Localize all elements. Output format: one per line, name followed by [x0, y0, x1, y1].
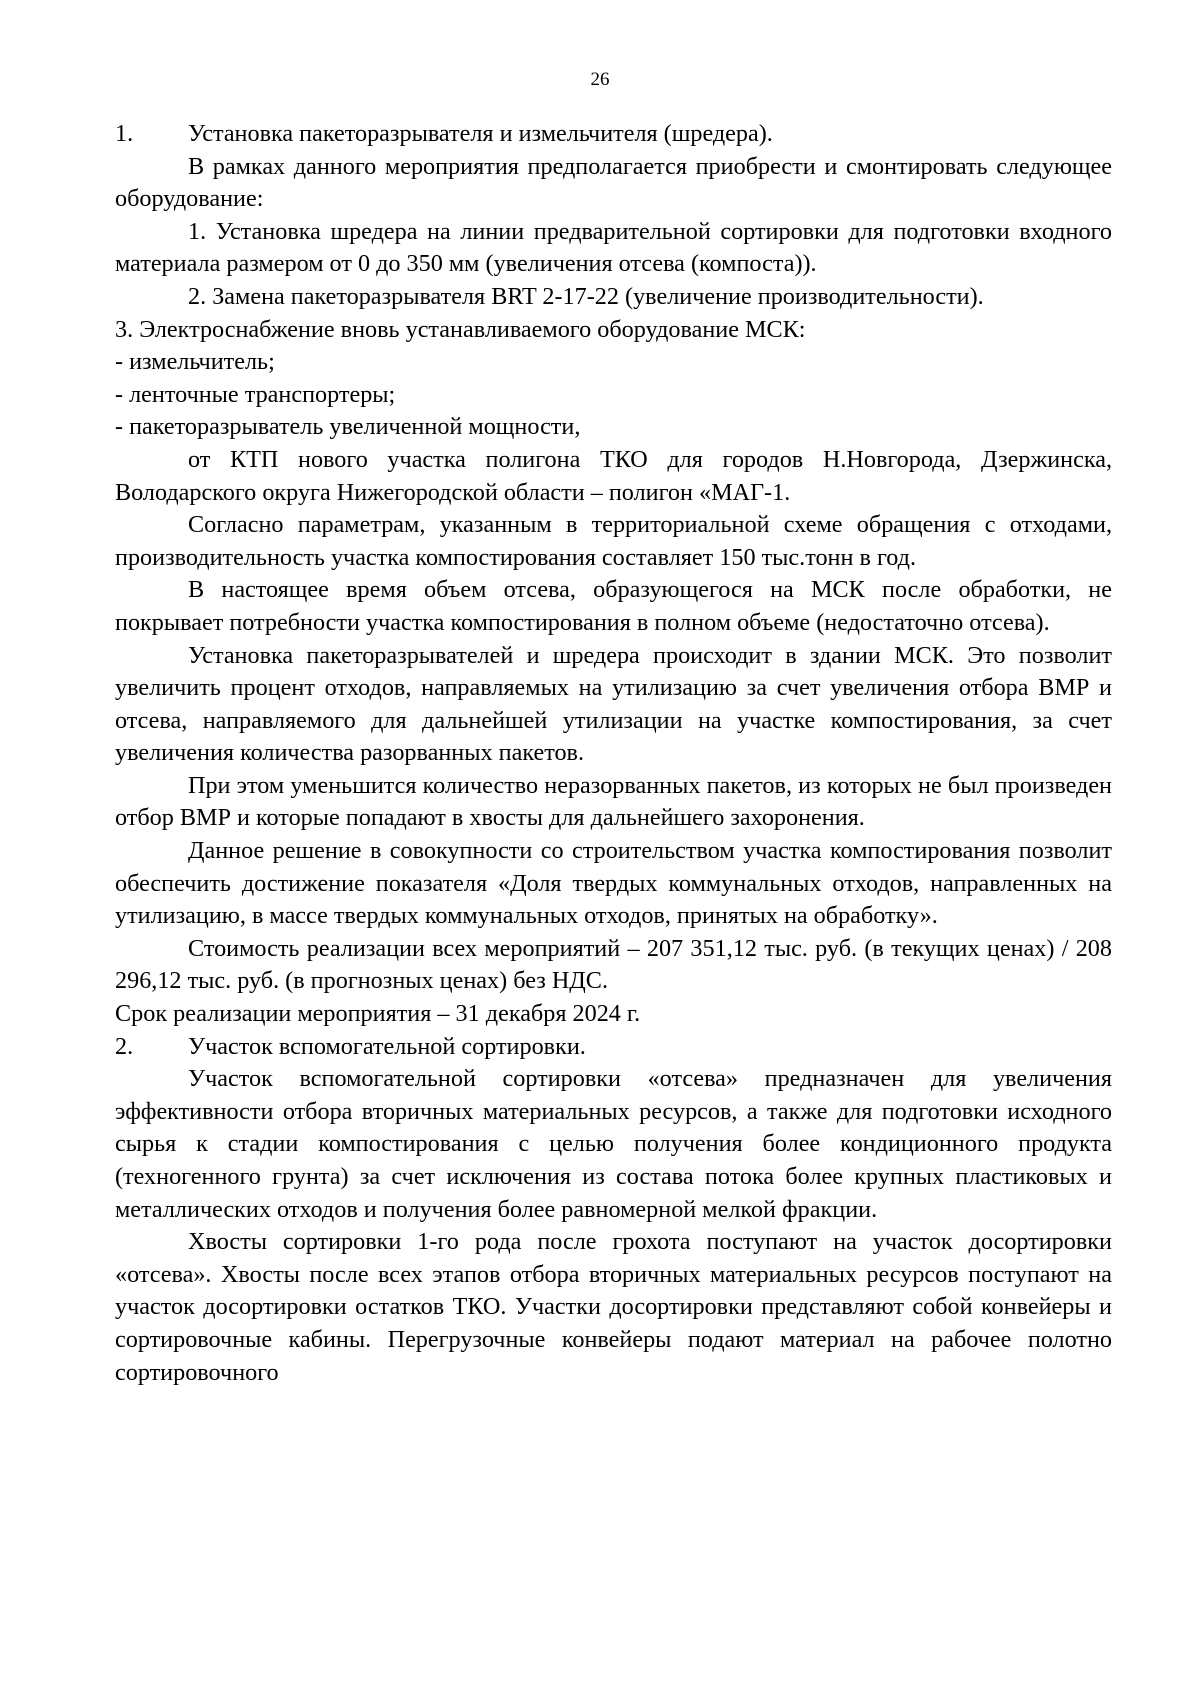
paragraph-current-state: В настоящее время объем отсева, образующегося на МСК после обработки, не покрывает потребности участка компостирования в полном объеме (недостаточно отсева). [115, 576, 1112, 636]
equipment-item-2: 2. Замена пакеторазрывателя BRT 2-17-22 (увеличение производительности). [188, 282, 984, 310]
paragraph-tails: Хвосты сортировки 1-го рода после грохота поступают на участок досортировки «отсева». Хвосты после всех этапов отбора вторичных материальных ресурсов поступают на участок досортировки остатков ТКО. Участки досортировки представляют собой конвейеры и сортировочные кабины. Перегрузочные конвейеры подают материал на рабочее полотно сортировочного [115, 1228, 1112, 1386]
power-source-paragraph: от КТП нового участка полигона ТКО для городов Н.Новгорода, Дзержинска, Володарского округа Нижегородской области – полигон «МАГ-1. [115, 445, 1112, 506]
section-1-heading [115, 118, 1112, 151]
paragraph-purpose: Участок вспомогательной сортировки «отсева» предназначен для увеличения эффективности отбора вторичных материальных ресурсов, а также для подготовки исходного сырья к стадии компостирования с целью получения более кондиционного продукта (техногенного грунта) за счет исключения из состава потока более крупных пластиковых и металлических отходов и получения более равномерной мелкой фракции. [115, 1065, 1112, 1223]
section-1-intro: В рамках данного мероприятия предполагается приобрести и смонтировать следующее оборудование: [115, 152, 1112, 213]
section-2-number: 2. [115, 1032, 134, 1060]
section-1-number: 1. [115, 120, 134, 147]
list-item: - пакеторазрыватель увеличенной мощности, [115, 413, 581, 441]
section-2-heading [115, 1031, 1112, 1064]
paragraph-reduction: При этом уменьшится количество неразорванных пакетов, из которых не был произведен отбор ВМР и которые попадают в хвосты для дальнейшего захоронения. [115, 771, 1112, 832]
equipment-item-1: 1. Установка шредера на линии предварительной сортировки для подготовки входного материала размером от 0 до 350 мм (увеличения отсева (компоста)). [115, 217, 1112, 278]
equipment-item-3: 3. Электроснабжение вновь устанавливаемого оборудование МСК: [115, 315, 806, 343]
section-1-title: Установка пакеторазрывателя и измельчителя (шредера). [188, 120, 773, 147]
paragraph-deadline: Срок реализации мероприятия – 31 декабря 2024 г. [115, 1000, 641, 1028]
section-2-title: Участок вспомогательной сортировки. [188, 1032, 586, 1060]
paragraph-parameters: Согласно параметрам, указанным в территориальной схеме обращения с отходами, производительность участка компостирования составляет 150 тыс.тонн в год. [115, 511, 1112, 571]
page-number: 26 [590, 69, 610, 90]
list-item: - измельчитель; [115, 348, 275, 376]
paragraph-installation: Установка пакеторазрывателей и шредера происходит в здании МСК. Это позволит увеличить процент отходов, направляемых на утилизацию за счет увеличения отбора ВМР и отсева, направляемого для дальнейшей утилизации на участке компостирования, за счет увеличения количества разорванных пакетов. [115, 641, 1112, 767]
list-item: - ленточные транспортеры; [115, 380, 396, 408]
paragraph-decision: Данное решение в совокупности со строительством участка компостирования позволит обеспечить достижение показателя «Доля твердых коммунальных отходов, направленных на утилизацию, в массе твердых коммунальных отходов, принятых на обработку». [115, 837, 1112, 930]
paragraph-cost: Стоимость реализации всех мероприятий – 207 351,12 тыс. руб. (в текущих ценах) / 208 296,12 тыс. руб. (в прогнозных ценах) без НДС. [115, 934, 1112, 995]
document-body [115, 118, 1112, 1389]
